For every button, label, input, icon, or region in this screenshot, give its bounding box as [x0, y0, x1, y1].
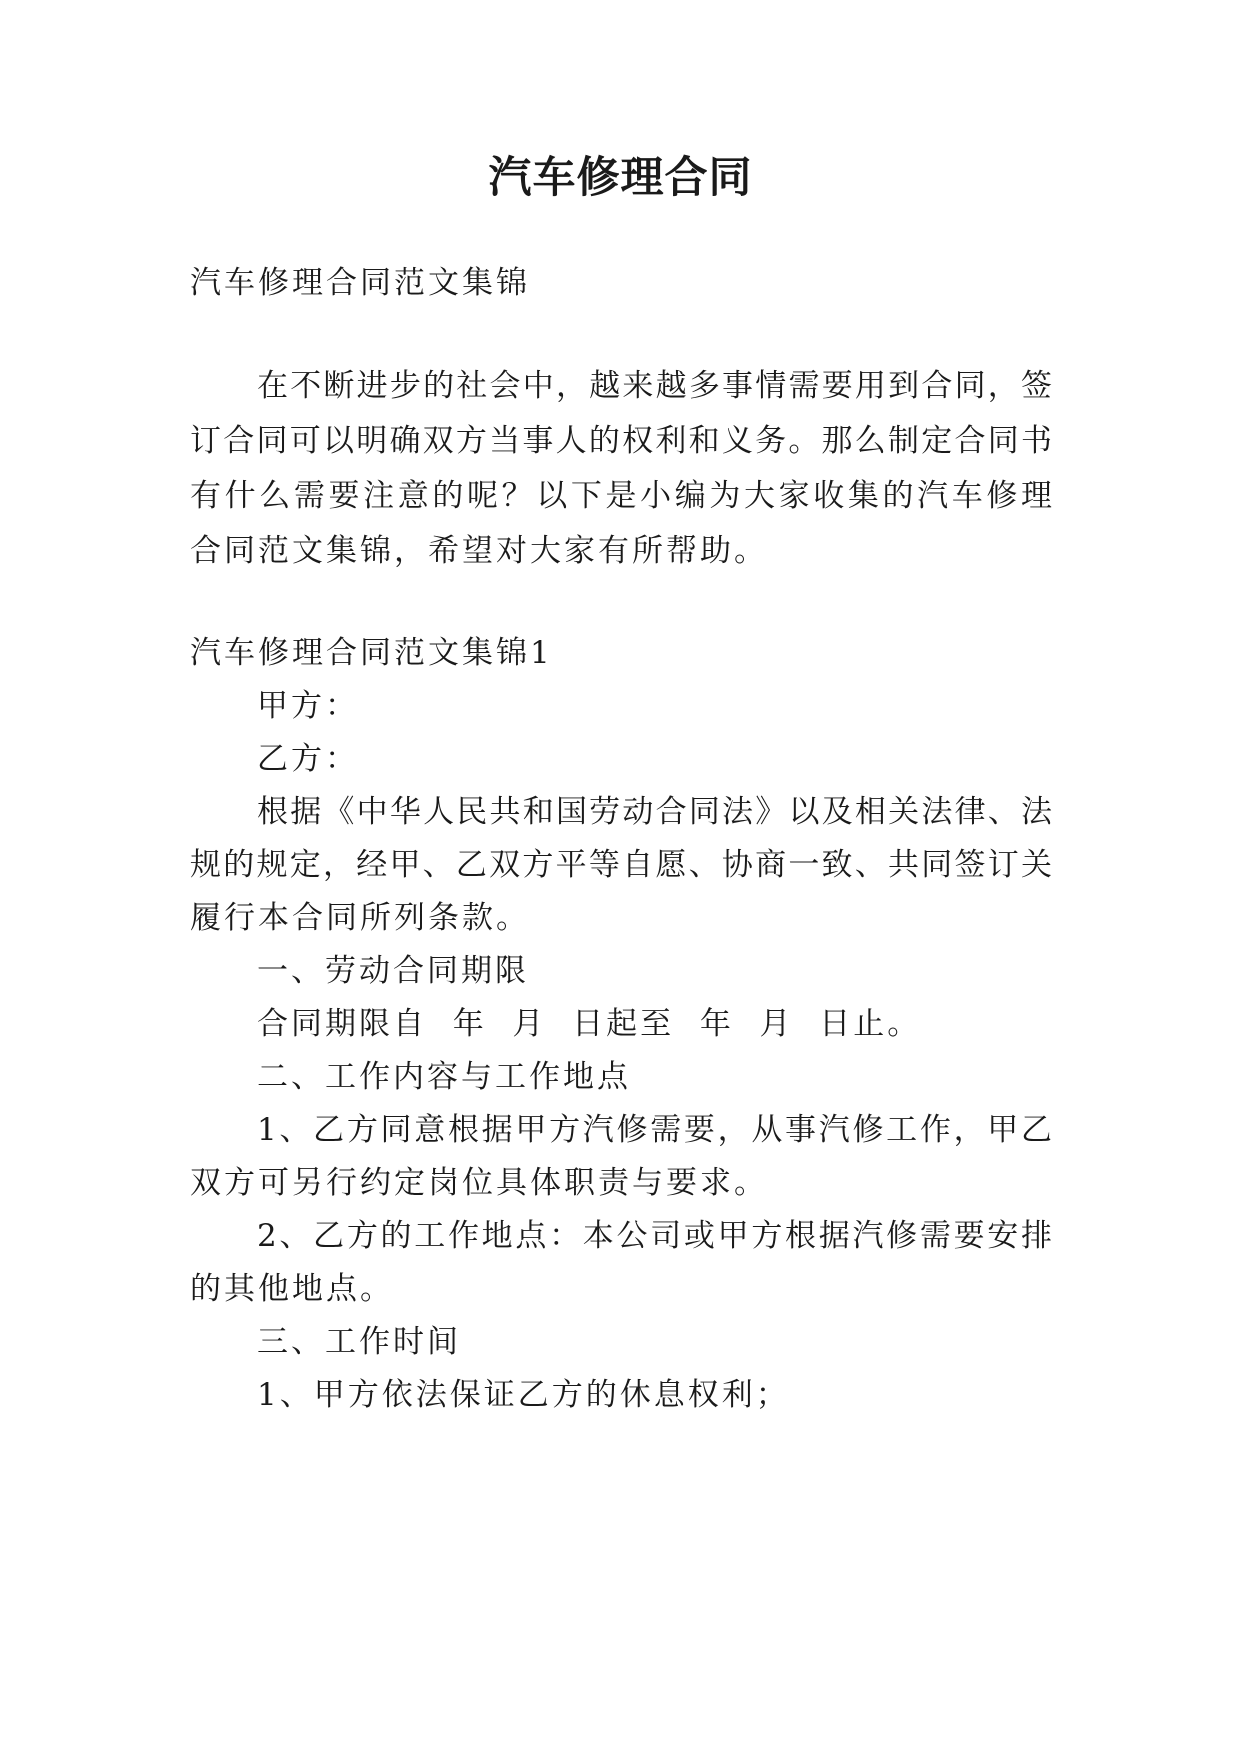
intro-line-1: 在不断进步的社会中，越来越多事情需要用到合同，签 — [257, 368, 1052, 404]
clause3-item1: 1、甲方依法保证乙方的休息权利； — [257, 1377, 790, 1413]
basis-line-2: 规的规定，经甲、乙双方平等自愿、协商一致、共同签订关 — [190, 847, 1052, 883]
clause2-item2-line-1: 2、乙方的工作地点：本公司或甲方根据汽修需要安排 — [257, 1218, 1052, 1254]
intro-line-3: 有什么需要注意的呢？以下是小编为大家收集的汽车修理 — [190, 478, 1052, 514]
clause1-text: 合同期限自 年 月 日起至 年 月 日止。 — [257, 1006, 922, 1042]
clause3-heading: 三、工作时间 — [257, 1324, 461, 1360]
clause2-item2-line-2: 的其他地点。 — [190, 1271, 394, 1307]
clause2-heading: 二、工作内容与工作地点 — [257, 1059, 631, 1095]
basis-line-1: 根据《中华人民共和国劳动合同法》以及相关法律、法 — [257, 794, 1052, 830]
intro-line-4: 合同范文集锦，希望对大家有所帮助。 — [190, 533, 768, 569]
document-subtitle: 汽车修理合同范文集锦 — [190, 265, 530, 301]
intro-line-2: 订合同可以明确双方当事人的权利和义务。那么制定合同书 — [190, 423, 1052, 459]
party-a-label: 甲方： — [257, 688, 359, 724]
clause2-item1-line-2: 双方可另行约定岗位具体职责与要求。 — [190, 1165, 768, 1201]
clause2-item1-line-1: 1、乙方同意根据甲方汽修需要，从事汽修工作，甲乙 — [257, 1112, 1052, 1148]
basis-line-3: 履行本合同所列条款。 — [190, 900, 530, 936]
document-title: 汽车修理合同 — [488, 153, 753, 203]
clause1-heading: 一、劳动合同期限 — [257, 953, 529, 989]
section-heading: 汽车修理合同范文集锦1 — [190, 635, 553, 671]
party-b-label: 乙方： — [257, 741, 359, 777]
